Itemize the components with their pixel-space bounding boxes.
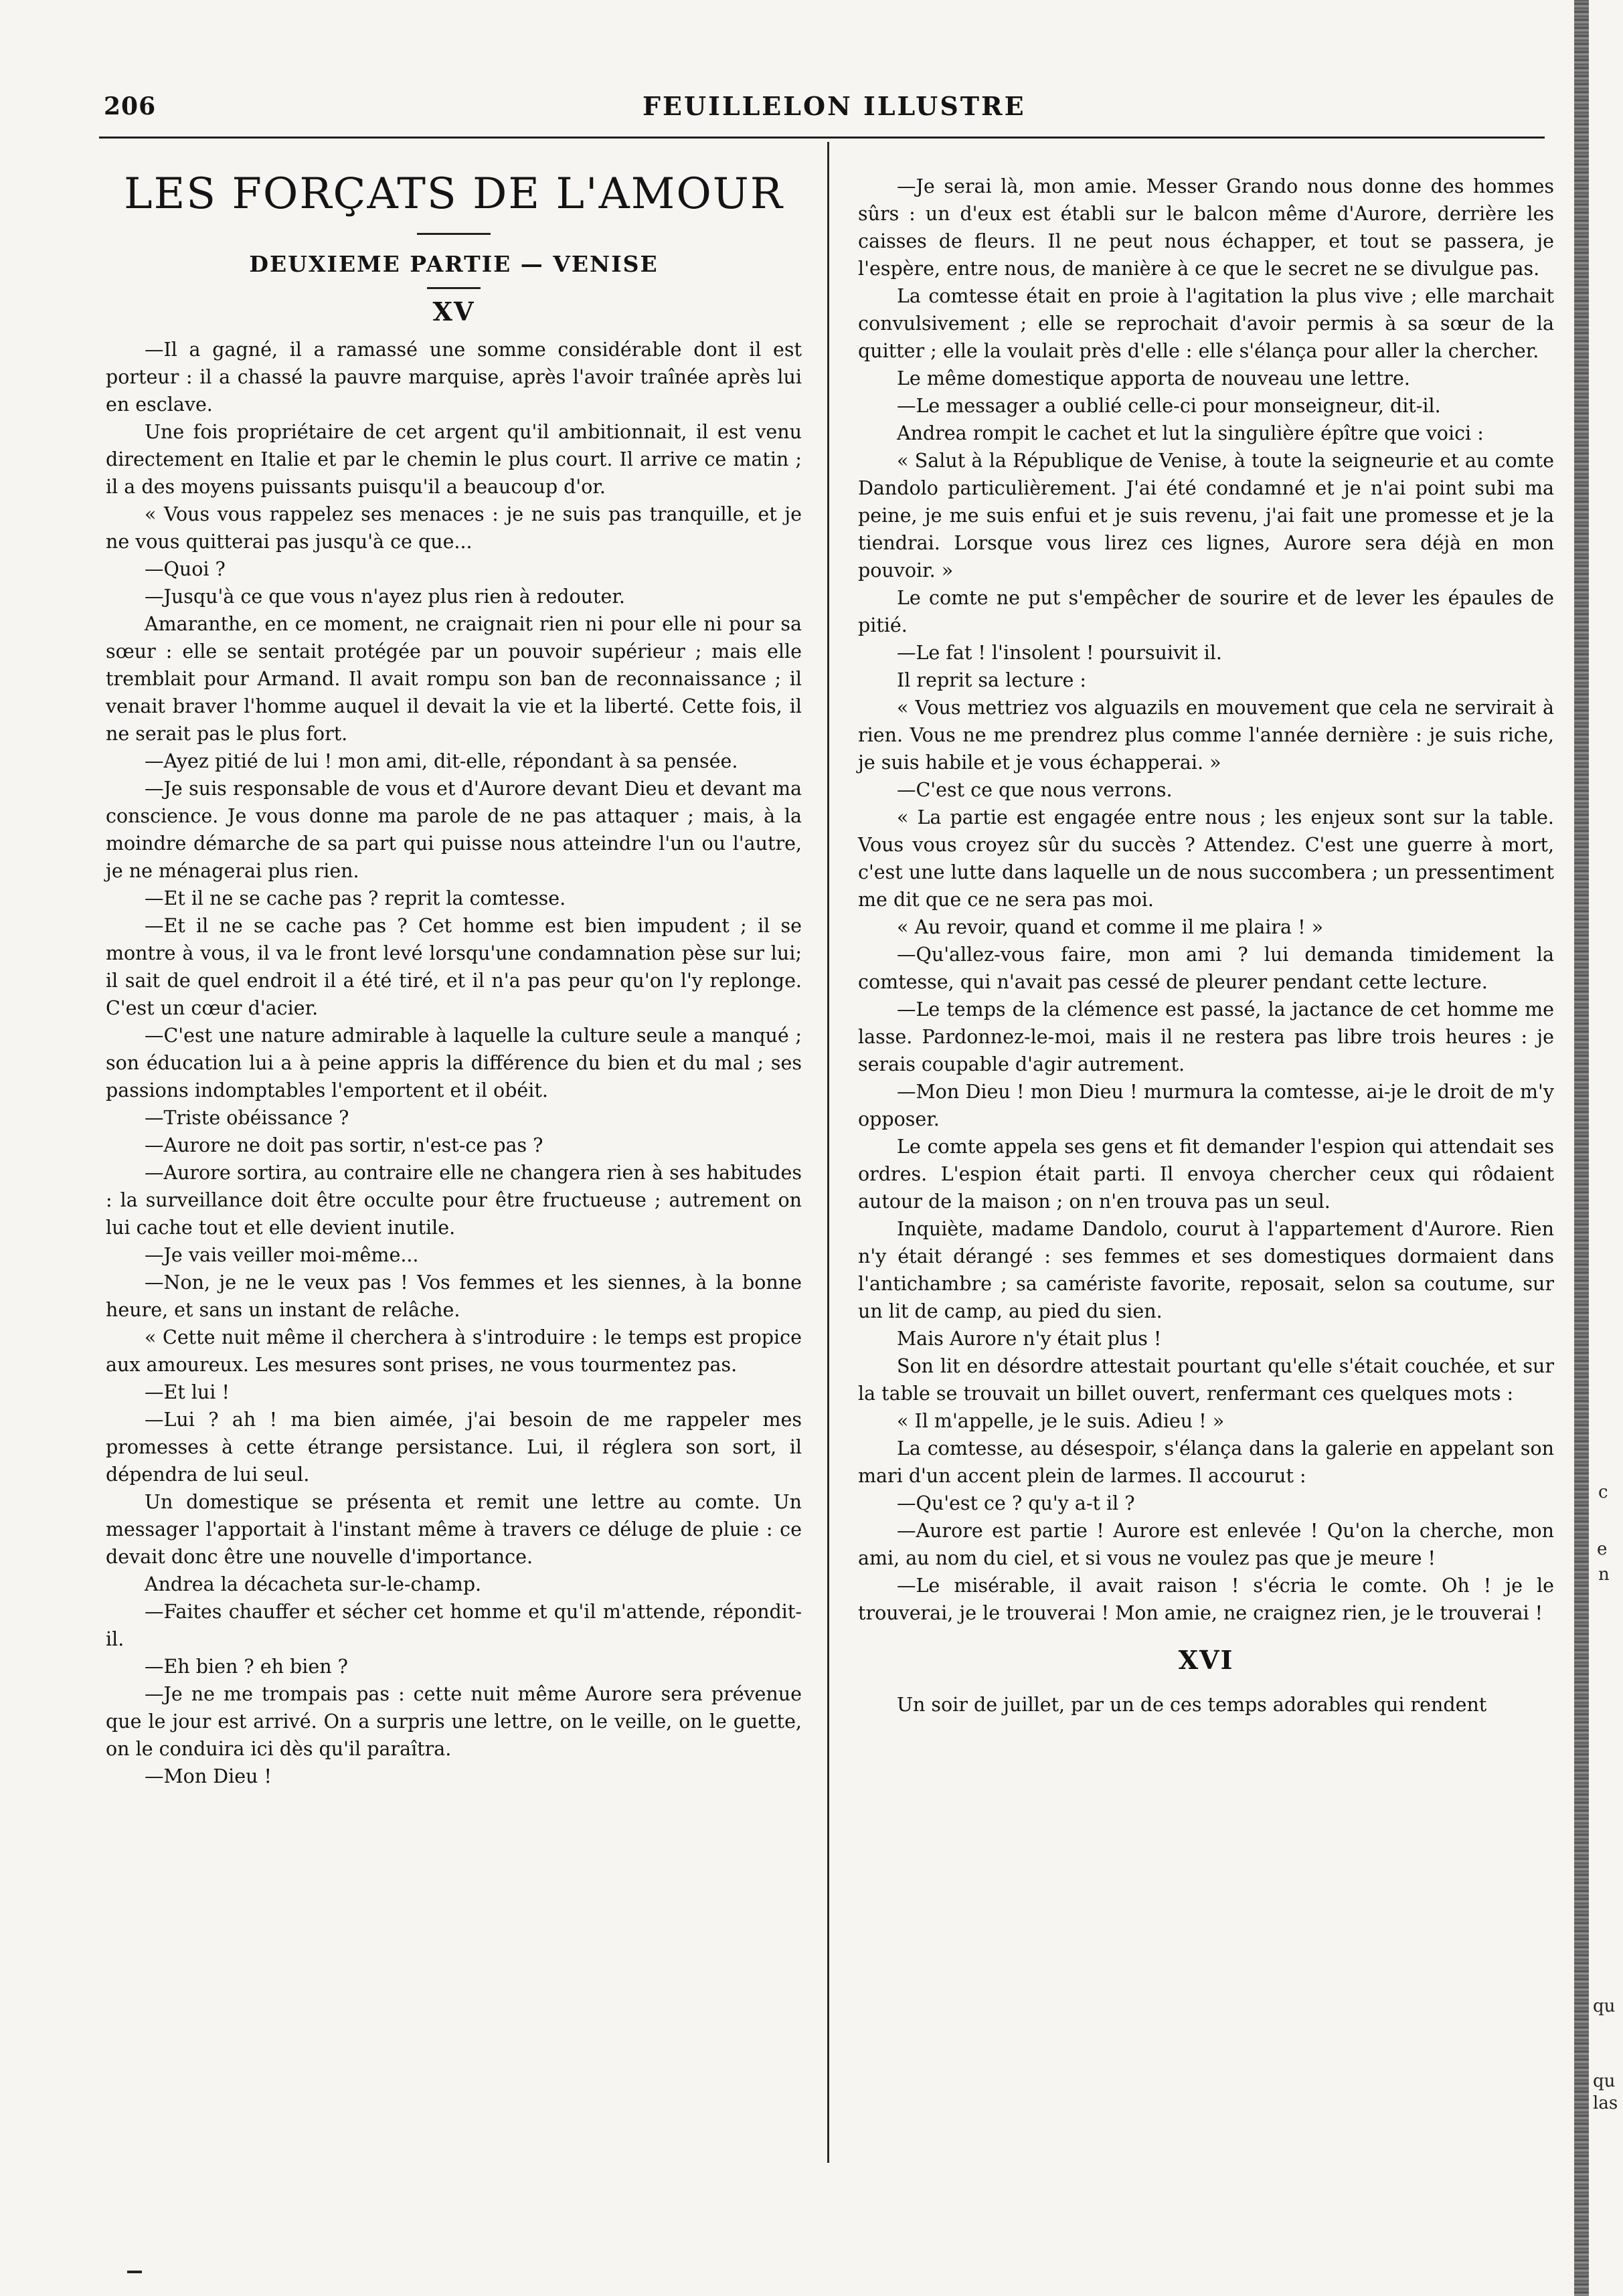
paragraph: —Non, je ne le veux pas ! Vos femmes et les siennes, à la bonne heure, et sans un instant de relâche.	[106, 1271, 802, 1321]
paragraph: —C'est ce que nous verrons.	[897, 779, 1173, 801]
paragraph: —Quoi ?	[145, 558, 226, 580]
paragraph: Le comte appela ses gens et fit demander l'espion qui attendait ses ordres. L'espion était parti. Il envoya chercher ceux qui rôdaient autour de la maison ; on n'en trouva pas un seul.	[858, 1136, 1554, 1213]
paragraph: —Aurore est partie ! Aurore est enlevée ! Qu'on la cherche, mon ami, au nom du ciel, et si vous ne voulez pas que je meure !	[858, 1520, 1554, 1569]
right-column	[858, 173, 1554, 1718]
paragraph: « Vous vous rappelez ses menaces : je ne suis pas tranquille, et je ne vous quitterai pas jusqu'à ce que...	[106, 503, 802, 553]
paragraph: Andrea la décacheta sur-le-champ.	[145, 1573, 482, 1595]
paragraph: Mais Aurore n'y était plus !	[897, 1328, 1162, 1350]
paragraph: —Le messager a oublié celle-ci pour monseigneur, dit-il.	[897, 395, 1441, 417]
title-rule	[417, 233, 491, 235]
paragraph: Amaranthe, en ce moment, ne craignait rien ni pour elle ni pour sa sœur : elle se sentait protégée par un pouvoir supérieur ; mais elle tremblait pour Armand. Il avait rompu son ban de reconnaissance ; il venait braver l'homme auquel il devait la vie et la liberté. Cette fois, il ne serait pas le plus fort.	[106, 613, 802, 745]
paragraph: —Je suis responsable de vous et d'Aurore devant Dieu et devant ma conscience. Je vous donne ma parole de ne pas attaquer ; mais, à la moindre démarche de sa part qui puisse nous atteindre l'un ou l'autre, je ne ménagerai plus rien.	[106, 778, 802, 882]
paragraph: Il reprit sa lecture :	[897, 669, 1086, 691]
paragraph: Le comte ne put s'empêcher de sourire et de lever les épaules de pitié.	[858, 587, 1554, 636]
paragraph: —Qu'est ce ? qu'y a-t il ?	[897, 1492, 1135, 1514]
paragraph: —Le misérable, il avait raison ! s'écria le comte. Oh ! je le trouverai, je le trouverai ! Mon amie, ne craignez rien, je le trouverai !	[858, 1575, 1554, 1624]
edge-fragment: las	[1593, 2093, 1618, 2113]
paragraph: —Faites chauffer et sécher cet homme et qu'il m'attende, répondit-il.	[106, 1601, 802, 1650]
paragraph: « Vous mettriez vos alguazils en mouvement que cela ne servirait à rien. Vous ne me prendrez plus comme l'année dernière : je suis riche, je suis habile et je vous échapperai. »	[858, 697, 1554, 774]
paragraph: Une fois propriétaire de cet argent qu'il ambitionnait, il est venu directement en Italie et par le chemin le plus court. Il arrive ce matin ; il a des moyens puissants puisqu'il a beaucoup d'or.	[106, 421, 802, 498]
paragraph: Un soir de juillet, par un de ces temps adorables qui rendent	[897, 1694, 1487, 1716]
edge-fragment: qu	[1593, 1996, 1616, 2016]
paragraph: —Aurore ne doit pas sortir, n'est-ce pas ?	[145, 1134, 543, 1156]
part-title: DEUXIEME PARTIE — VENISE	[249, 251, 659, 277]
paragraph: Inquiète, madame Dandolo, courut à l'appartement d'Aurore. Rien n'y était dérangé : ses femmes et ses domestiques dormaient dans l'antichambre ; sa camériste favorite, reposait, selon sa coutume, sur un lit de camp, au pied du sien.	[858, 1218, 1554, 1322]
paragraph: —Je ne me trompais pas : cette nuit même Aurore sera prévenue que le jour est arrivé. On a surpris une lettre, on le veille, on le guette, on le conduira ici dès qu'il paraîtra.	[106, 1683, 802, 1760]
paragraph: « La partie est engagée entre nous ; les enjeux sont sur la table. Vous vous croyez sûr du succès ? Attendez. C'est une guerre à mort, c'est une lutte dans laquelle un de nous succombera ; un pressentiment me dit que ce ne sera pas moi.	[858, 806, 1554, 911]
header-rule	[99, 137, 1545, 139]
paragraph: —Eh bien ? eh bien ?	[145, 1656, 348, 1678]
paragraph: —Triste obéissance ?	[145, 1107, 349, 1129]
chapter-heading-xvi: XVI	[1178, 1645, 1234, 1675]
paragraph: —Et lui !	[145, 1381, 230, 1403]
edge-fragment: e	[1597, 1539, 1608, 1559]
footer-mark	[127, 2271, 142, 2273]
paragraph: « Il m'appelle, je le suis. Adieu ! »	[897, 1410, 1225, 1432]
paragraph: —Je serai là, mon amie. Messer Grando nous donne des hommes sûrs : un d'eux est établi sur le balcon même d'Aurore, derrière les caisses de fleurs. Il ne peut nous échapper, et tout se passera, je l'espère, entre nous, de manière à ce que le secret ne se divulgue pas.	[858, 175, 1554, 280]
paragraph: —Mon Dieu !	[145, 1765, 272, 1787]
paragraph: La comtesse, au désespoir, s'élança dans la galerie en appelant son mari d'un accent plein de larmes. Il accourut :	[858, 1437, 1554, 1487]
paragraph: —Aurore sortira, au contraire elle ne changera rien à ses habitudes : la surveillance doit être occulte pour être fructueuse ; autrement on lui cache tout et elle devient inutile.	[106, 1162, 802, 1239]
running-head: FEUILLELON ILLUSTRE	[643, 91, 1026, 121]
edge-fragment: n	[1598, 1565, 1610, 1585]
paragraph: —Le fat ! l'insolent ! poursuivit il.	[897, 642, 1222, 664]
story-title: LES FORÇATS DE L'AMOUR	[124, 169, 784, 219]
paragraph: —C'est une nature admirable à laquelle la culture seule a manqué ; son éducation lui a à peine appris la différence du bien et du mal ; ses passions indomptables l'emportent et il obéit.	[106, 1025, 802, 1101]
part-rule	[427, 287, 481, 289]
paragraph: —Le temps de la clémence est passé, la jactance de cet homme me lasse. Pardonnez-le-moi, mais il ne restera pas libre trois heures : je serais coupable d'agir autrement.	[858, 998, 1554, 1075]
paragraph: Andrea rompit le cachet et lut la singulière épître que voici :	[897, 422, 1484, 444]
page-number: 206	[104, 92, 157, 120]
edge-fragment: c	[1598, 1482, 1608, 1502]
paragraph: —Et il ne se cache pas ? Cet homme est bien impudent ; il se montre à vous, il va le front levé lorsqu'une condamnation pèse sur lui; il sait de quel endroit il a été tiré, et il n'a pas peur qu'on l'y replonge. C'est un cœur d'acier.	[106, 915, 802, 1019]
paragraph: —Ayez pitié de lui ! mon ami, dit-elle, répondant à sa pensée.	[145, 750, 738, 772]
paragraph: Un domestique se présenta et remit une lettre au comte. Un messager l'apportait à l'instant même à travers ce déluge de pluie : ce devait donc être une nouvelle d'importance.	[106, 1491, 802, 1568]
left-column	[106, 161, 802, 1790]
paragraph: —Il a gagné, il a ramassé une somme considérable dont il est porteur : il a chassé la pauvre marquise, après l'avoir traînée après lui en esclave.	[106, 339, 802, 416]
paragraph: La comtesse était en proie à l'agitation la plus vive ; elle marchait convulsivement ; elle se reprochait d'avoir permis à sa sœur de la quitter ; elle la voulait près d'elle : elle s'élança pour aller la chercher.	[858, 285, 1554, 362]
paragraph: —Et il ne se cache pas ? reprit la comtesse.	[145, 887, 566, 909]
column-divider	[827, 142, 829, 2163]
paragraph: —Qu'allez-vous faire, mon ami ? lui demanda timidement la comtesse, qui n'avait pas cessé de pleurer pendant cette lecture.	[858, 944, 1554, 993]
paragraph: —Mon Dieu ! mon Dieu ! murmura la comtesse, ai-je le droit de m'y opposer.	[858, 1081, 1554, 1130]
page-edge-scan	[1574, 0, 1589, 2296]
paragraph: « Salut à la République de Venise, à toute la seigneurie et au comte Dandolo particulièrement. J'ai été condamné et je n'ai point subi ma peine, je me suis enfui et je suis revenu, j'ai fait une promesse et je la tiendrai. Lorsque vous lirez ces lignes, Aurore sera déjà en mon pouvoir. »	[858, 450, 1554, 582]
chapter-heading-xv: XV	[432, 296, 475, 327]
left-body-text	[106, 336, 802, 1790]
paragraph: Son lit en désordre attestait pourtant qu'elle s'était couchée, et sur la table se trouvait un billet ouvert, renfermant ces quelques mots :	[858, 1355, 1554, 1405]
right-body-text	[858, 173, 1554, 1627]
paragraph: —Lui ? ah ! ma bien aimée, j'ai besoin de me rappeler mes promesses à cette étrange persistance. Lui, il réglera son sort, il dépendra de lui seul.	[106, 1409, 802, 1486]
paragraph: « Cette nuit même il cherchera à s'introduire : le temps est propice aux amoureux. Les mesures sont prises, ne vous tourmentez pas.	[106, 1326, 802, 1376]
paragraph: —Je vais veiller moi-même...	[145, 1244, 419, 1266]
edge-fragment: qu	[1593, 2071, 1616, 2091]
paragraph: —Jusqu'à ce que vous n'ayez plus rien à redouter.	[145, 586, 625, 608]
paragraph: « Au revoir, quand et comme il me plaira ! »	[897, 916, 1324, 938]
paragraph: Le même domestique apporta de nouveau une lettre.	[897, 367, 1410, 389]
